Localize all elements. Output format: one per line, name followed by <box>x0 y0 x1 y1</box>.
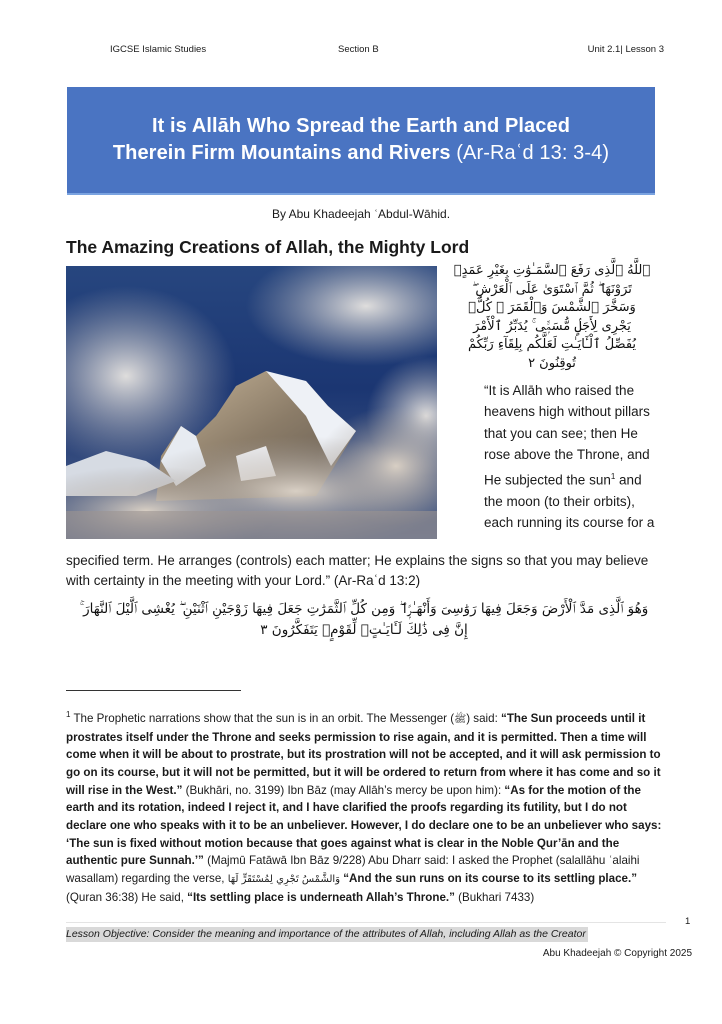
arabic-line: تُوقِنُونَ ٢ <box>528 355 576 371</box>
title-banner <box>67 87 655 195</box>
footnote-number: 1 <box>66 710 71 719</box>
footnote-quote: “And the sun runs on its course to its settling place.” <box>340 872 637 886</box>
translation-text: and <box>615 472 642 488</box>
arabic-verse-13-2 <box>446 262 658 373</box>
page-header <box>0 44 722 60</box>
footnote-marker-link[interactable]: 1 <box>610 471 616 481</box>
footnote-text: The Prophetic narrations show that the sun is in an orbit. The Messenger ( <box>70 711 455 725</box>
title-line-1: It is Allāh Who Spread the Earth and Placed <box>151 115 571 137</box>
footnote-quote: “As for the motion of the earth and its rotation, indeed I reject it, and I have clarified the proofs regarding its futility, but I do not declare one who speaks with it to be an unbeliever. However, I do declare one to be an unbeliever who says: ‘The sun is fixed without motion because that goes against what is clear in the Noble Qur’ān and the authentic pure Sunnah.’” <box>66 783 662 868</box>
page-number: 1 <box>685 916 691 927</box>
arabic-verse-13-3 <box>66 599 662 641</box>
footnote-text: ) said: <box>466 711 502 725</box>
translation-13-2-side <box>484 380 664 533</box>
footer-divider <box>66 922 666 923</box>
translation-13-2-full <box>66 551 666 591</box>
title-line-2 <box>113 140 609 167</box>
translation-line: the moon (to their orbits), <box>484 493 635 509</box>
footnote-quote: “The Sun proceeds until it prostrates itself under the Throne and seeks permission to rise again, and it is permitted. Then a time will come when it will be about to prostrate, but its prostration will not be accepted, and it will ask permission to go on its course, but it will not be permitted, but it will be ordered to return from where it has come and so it will rise in the West.” <box>66 711 661 797</box>
translation-line <box>484 466 664 491</box>
arabic-line: يُفَصِّلُ ٱلْـَٔايَـٰتِ لَعَلَّكُم بِلِقَآءِ رَبِّكُمْ <box>467 337 637 352</box>
title-line-2-main: Therein Firm Mountains and Rivers <box>112 142 451 164</box>
header-course: IGCSE Islamic Studies <box>110 44 207 55</box>
translation-line: rose above the Throne, and <box>484 447 650 463</box>
title-reference: (Ar-Raʿd 13: 3-4) <box>450 142 610 164</box>
translation-text: He subjected the sun <box>484 472 611 488</box>
footnote-text: (Bukhari 7433) <box>454 890 535 904</box>
header-unit-lesson: Unit 2.1| Lesson 3 <box>587 44 664 55</box>
mountain-photo-icon <box>66 266 437 539</box>
mountain-photo <box>66 266 437 539</box>
header-section: Section B <box>338 44 379 55</box>
arabic-line: وَسَخَّرَ ٱلشَّمْسَ وَٱلْقَمَرَ ۖ كُلٌّۭ <box>468 300 636 315</box>
footnote-text: (Bukhāri, no. 3199) Ibn Bāz (may Allāh’s mercy be upon him): <box>182 783 505 797</box>
author-byline: By Abu Khadeejah ʿAbdul-Wāhid. <box>271 207 451 221</box>
arabic-line: يَجْرِى لِأَجَلٍۢ مُّسَمًّۭى ۚ يُدَبِّرُ ٱلْأَمْرَ <box>473 318 631 334</box>
arabic-line: تَرَوْنَهَا ۖ ثُمَّ ٱسْتَوَىٰ عَلَى ٱلْعَرْشِ ۖ <box>472 281 632 297</box>
footnote-divider <box>66 690 241 691</box>
translation-line: heavens high without pillars <box>484 404 650 420</box>
footnote-arabic-verse: وَالشَّمْسُ تَجْرِي لِمُسْتَقَرٍّ لَهَا <box>227 874 341 886</box>
arabic-line: إِنَّ فِى ذَٰلِكَ لَـَٔايَـٰتٍۢ لِّقَوْمٍۢ يَتَفَكَّرُونَ ٣ <box>260 622 468 638</box>
section-heading: The Amazing Creations of Allah, the Mighty Lord <box>66 237 470 257</box>
arabic-line: ٱللَّهُ ٱلَّذِى رَفَعَ ٱلسَّمَـٰوَٰتِ بِغَيْرِ عَمَدٍۢ <box>453 263 651 278</box>
footnote-quote: “Its settling place is underneath Allah’s Throne.” <box>187 890 455 904</box>
lesson-objective: Lesson Objective: Consider the meaning and importance of the attributes of Allah, including Allah as the Creator <box>66 928 586 940</box>
footnote-1 <box>66 706 666 907</box>
footnote-text: (Quran 36:38) He said, <box>66 890 188 904</box>
arabic-line: وَهُوَ ٱلَّذِى مَدَّ ٱلْأَرْضَ وَجَعَلَ فِيهَا رَوَٰسِىَ وَأَنْهَـٰرًۭا ۖ وَمِن كُلِّ ٱلثَّمَرَٰتِ جَعَلَ فِيهَا زَوْجَيْنِ ٱثْنَيْنِ ۖ يُغْشِى ٱلَّيْلَ ٱلنَّهَارَ ۚ <box>79 601 649 617</box>
translation-line: “It is Allāh who raised the <box>484 383 635 398</box>
translation-line: with certainty in the meeting with your Lord.” (Ar-Raʿd 13:2) <box>66 573 421 588</box>
translation-line: each running its course for a <box>484 514 655 530</box>
translation-line: that you can see; then He <box>484 425 638 441</box>
copyright-notice: Abu Khadeejah © Copyright 2025 <box>542 948 692 959</box>
salawat-glyph: ﷺ <box>454 713 467 725</box>
translation-line: specified term. He arranges (controls) each matter; He explains the signs so that you may believe <box>66 553 649 568</box>
footnote-text: (Majmū Fatāwā Ibn Bāz 9/228) Abu Dharr said: I asked the Prophet (salallāhu ʿalaihi wasallam) regarding the verse, <box>66 854 640 886</box>
